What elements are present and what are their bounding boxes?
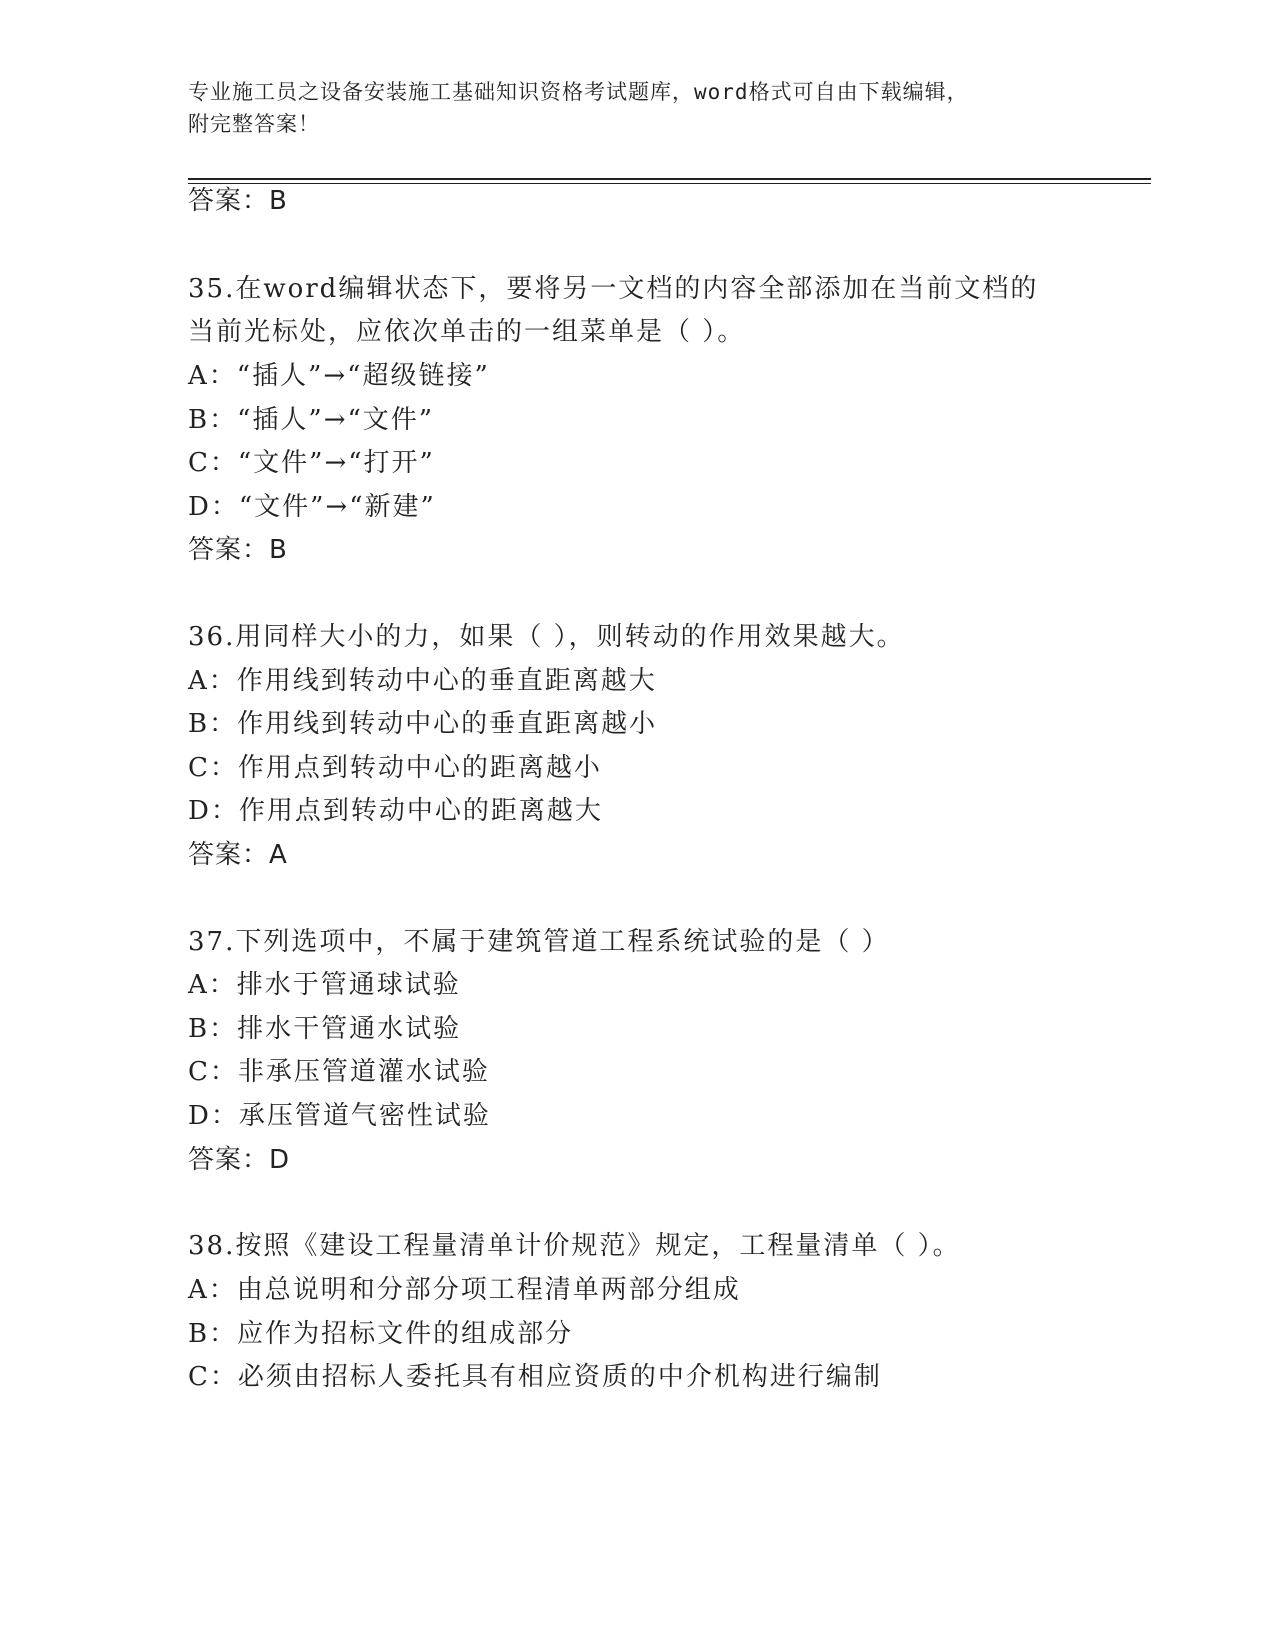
header-rule	[188, 178, 1151, 180]
option-d: D：承压管道气密性试验	[188, 1101, 491, 1131]
option-c: C：必须由招标人委托具有相应资质的中介机构进行编制	[188, 1362, 882, 1392]
question-stem: 36.用同样大小的力，如果（ ），则转动的作用效果越大。	[188, 622, 905, 652]
header-rule-thin	[188, 183, 1151, 184]
option-b: B：应作为招标文件的组成部分	[188, 1319, 574, 1349]
option-c: C：非承压管道灌水试验	[188, 1057, 490, 1087]
option-a: A：作用线到转动中心的垂直距离越大	[188, 666, 657, 696]
question-stem: 35.在word编辑状态下，要将另一文档的内容全部添加在当前文档的	[188, 274, 1039, 304]
answer-line: 答案：B	[188, 535, 288, 565]
option-c: C：作用点到转动中心的距离越小	[188, 753, 602, 783]
option-a: A：排水于管通球试验	[188, 970, 461, 1000]
option-d: D：作用点到转动中心的距离越大	[188, 796, 603, 826]
option-b: B：“插人”→“文件”	[188, 405, 435, 435]
option-a: A：由总说明和分部分项工程清单两部分组成	[188, 1275, 741, 1305]
answer-line: 答案：B	[188, 186, 288, 216]
option-d: D：“文件”→“新建”	[188, 492, 436, 522]
answer-line: 答案：D	[188, 1145, 291, 1175]
header-line-2: 附完整答案！	[188, 112, 320, 136]
document-header	[188, 76, 1088, 140]
question-stem: 38.按照《建设工程量清单计价规范》规定，工程量清单（ ）。	[188, 1231, 961, 1261]
option-c: C：“文件”→“打开”	[188, 448, 435, 478]
option-b: B：作用线到转动中心的垂直距离越小	[188, 709, 658, 739]
answer-line: 答案：A	[188, 840, 288, 870]
option-a: A：“插人”→“超级链接”	[188, 361, 490, 391]
question-stem: 37.下列选项中，不属于建筑管道工程系统试验的是（ ）	[188, 927, 890, 957]
question-stem-cont: 当前光标处，应依次单击的一组菜单是（ ）。	[188, 317, 746, 347]
option-b: B：排水干管通水试验	[188, 1014, 462, 1044]
header-line-1: 专业施工员之设备安装施工基础知识资格考试题库，word格式可自由下载编辑，	[188, 80, 969, 104]
